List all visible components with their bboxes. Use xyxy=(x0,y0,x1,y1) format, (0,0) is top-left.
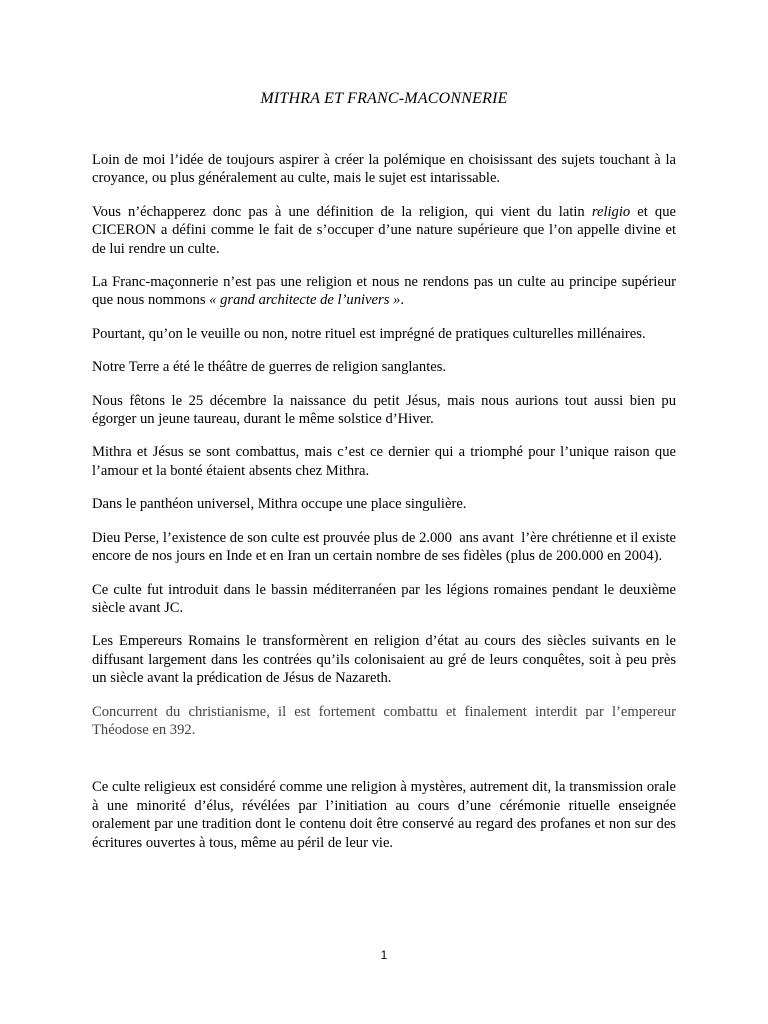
paragraph-12: Concurrent du christianisme, il est fortement combattu et finalement interdit par l’empereur Théodose en 392. xyxy=(92,703,676,738)
paragraph-13: Ce culte religieux est considéré comme une religion à mystères, autrement dit, la transmission orale à une minorité d’élus, révélées par l’initiation au cours d’une cérémonie rituelle enseignée oralement par une tradition dont le contenu doit être conservé au regard des profanes et non sur des écritures ouvertes à tous, même au péril de leur vie. xyxy=(92,779,676,851)
paragraph-10: Ce culte fut introduit dans le bassin méditerranéen par les légions romaines pendant le deuxième siècle avant JC. xyxy=(92,581,676,616)
paragraph-2-text-end: et que CICERON a défini comme le fait de s’occuper d’une nature supérieure que l’on appelle divine et de lui rendre un culte. xyxy=(92,203,676,257)
paragraph-3-quoted-term: « grand architecte de l’univers » xyxy=(209,292,401,309)
paragraph-2 xyxy=(92,203,676,258)
paragraph-9: Dieu Perse, l’existence de son culte est prouvée plus de 2.000 ans avant l’ère chrétienne et il existe encore de nos jours en Inde et en Iran un certain nombre de ses fidèles (plus de 200.000 en 2004). xyxy=(92,529,680,565)
paragraph-3 xyxy=(92,273,676,310)
paragraph-5: Notre Terre a été le théâtre de guerres de religion sanglantes. xyxy=(92,359,447,376)
paragraph-3-text-end: . xyxy=(400,292,404,309)
paragraph-7: Mithra et Jésus se sont combattus, mais c’est ce dernier qui a triomphé pour l’unique raison que l’amour et la bonté étaient absents chez Mithra. xyxy=(92,444,676,479)
paragraph-2-text-start: Vous n’échapperez donc pas à une définition de la religion, qui vient du latin xyxy=(92,203,592,220)
document-title: MITHRA ET FRANC-MACONNERIE xyxy=(260,90,508,107)
paragraph-1: Loin de moi l’idée de toujours aspirer à créer la polémique en choisissant des sujets touchant à la croyance, ou plus généralement au culte, mais le sujet est intarissable. xyxy=(92,152,676,187)
paragraph-8: Dans le panthéon universel, Mithra occupe une place singulière. xyxy=(92,496,467,513)
paragraph-2-latin-term: religio xyxy=(591,203,631,220)
document-body xyxy=(92,151,680,867)
paragraph-6: Nous fêtons le 25 décembre la naissance du petit Jésus, mais nous aurions tout aussi bien pu égorger un jeune taureau, durant le même solstice d’Hiver. xyxy=(92,392,676,428)
paragraph-4: Pourtant, qu’on le veuille ou non, notre rituel est imprégné de pratiques culturelles millénaires. xyxy=(92,325,646,342)
page-number: 1 xyxy=(380,948,388,962)
paragraph-3-text-start: La Franc-maçonnerie n’est pas une religion et nous ne rendons pas un culte au principe supérieur que nous nommons xyxy=(92,274,676,309)
paragraph-11: Les Empereurs Romains le transformèrent en religion d’état au cours des siècles suivants en le diffusant largement dans les contrées qu’ils colonisaient au gré de leurs conquêtes, soit à peu près un siècle avant la prédication de Jésus de Nazareth. xyxy=(92,633,676,687)
